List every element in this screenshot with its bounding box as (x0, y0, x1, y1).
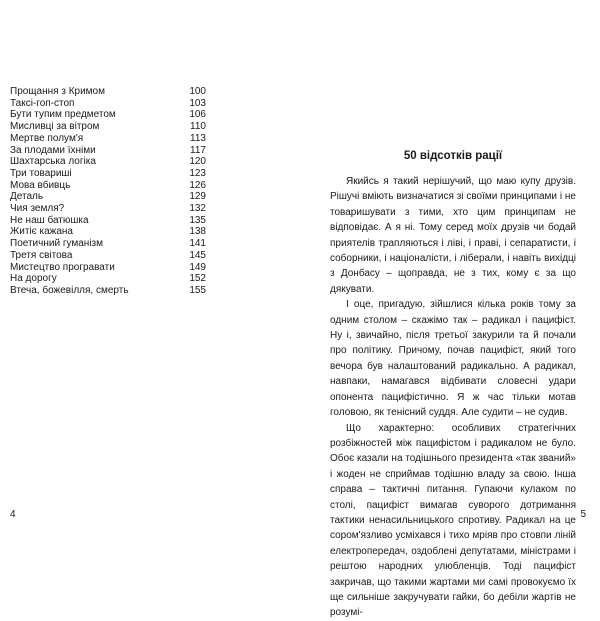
toc-entry-title: Бути тупим предметом (10, 109, 116, 121)
toc-entry (10, 262, 206, 274)
toc-entry-page: 135 (189, 214, 206, 226)
toc-entry-page: 149 (189, 261, 206, 273)
page-number-right: 5 (580, 509, 586, 520)
right-page (300, 0, 600, 619)
toc-entry-title: Мова вбивць (10, 179, 71, 191)
toc-entry (10, 109, 206, 121)
toc-entry-title: Мисливці за вітром (10, 121, 100, 133)
table-of-contents (10, 86, 206, 297)
toc-entry (10, 86, 206, 98)
toc-entry-page: 126 (189, 179, 206, 191)
toc-entry-page: 110 (190, 121, 206, 133)
toc-entry-page: 141 (189, 238, 206, 250)
toc-entry-page: 138 (189, 226, 206, 238)
toc-entry (10, 180, 206, 192)
toc-entry-page: 123 (189, 167, 206, 179)
toc-entry (10, 168, 206, 180)
toc-entry-page: 132 (189, 203, 206, 215)
page-number-left: 4 (10, 509, 16, 520)
toc-entry (10, 250, 206, 262)
toc-entry (10, 121, 206, 133)
toc-entry-title: Чия земля? (10, 203, 65, 215)
toc-entry-title: Три товариші (10, 167, 72, 179)
toc-entry (10, 98, 206, 110)
toc-entry-page: 100 (189, 86, 206, 97)
toc-entry-title: Не наш батюшка (10, 214, 89, 226)
paragraph: Що характерно: особливих стратегічних розбіжностей між пацифістом і радикалом не було. Обоє казали на тодішнього президента «так званий» і жоден не сприймав тодішню владу за свою. Інша справа – тактичні питання. Гупаючи кулаком по столі, пацифіст вимагав суворого дотримання тактики ненасильницького спротиву. Радикал на це сором'язливо усміхався і тихо мріяв про стовпи ліній електропередач, оздоблені депутатами, міністрами і рештою народних улюбленців. Тоді пацифіст закричав, що такими жартами ми самі провокуємо їх ще сильніше закручувати гайки, бо дебіли жартів не розумі- (330, 422, 576, 619)
toc-entry-title: Поетичний гуманізм (10, 238, 104, 250)
toc-entry-title: Третя світова (10, 249, 73, 261)
toc-entry-page: 120 (189, 156, 206, 168)
body-text (330, 174, 576, 621)
toc-entry (10, 191, 206, 203)
toc-entry-title: Прощання з Кримом (10, 86, 105, 97)
toc-entry (10, 156, 206, 168)
toc-entry (10, 133, 206, 145)
toc-entry-title: Втеча, божевілля, смерть (10, 284, 129, 296)
toc-entry-page: 117 (190, 144, 206, 156)
toc-entry-page: 113 (190, 132, 206, 144)
toc-entry-title: Деталь (10, 191, 44, 203)
chapter-title: 50 відсотків рації (403, 150, 503, 162)
toc-entry (10, 226, 206, 238)
toc-entry (10, 145, 206, 157)
toc-entry-page: 129 (189, 191, 206, 203)
toc-entry-page: 155 (189, 284, 206, 296)
toc-entry (10, 215, 206, 227)
toc-entry-title: На дорогу (10, 273, 57, 285)
toc-entry-page: 145 (189, 249, 206, 261)
toc-entry-title: Житіє кажана (10, 226, 73, 238)
paragraph: І оце, пригадую, зійшлися кілька років тому за одним столом – скажімо так – радикал і пацифіст. Ну і, звичайно, після третьої закурили та й почали про політику. Причому, почав пацифіст, який того вечора був налаштований радикально. А радикал, навпаки, намагався відбивати словесні удари опонента пацифістично. Я ж час тільки мотав головою, як тенісний суддя. Але судити – не судив. (330, 299, 576, 419)
left-page (0, 0, 300, 600)
toc-entry-page: 103 (189, 97, 206, 109)
toc-entry-title: Мертве полум'я (10, 132, 84, 144)
paragraph: Якийсь я такий нерішучий, що маю купу друзів. Рішучі вміють визначатися зі своїми принципами і не товаришувати з тими, хто цим принципам не відповідає. А я ні. Тому серед моїх друзів чи бодай приятелів трапляються і ліві, і праві, і сепаратисти, і соборники, і націоналісти, і ліберали, і навіть вихідці з Донбасу – щоправда, не з тих, кому є за що дякувати. (330, 176, 576, 295)
toc-entry-title: Таксі-гоп-стоп (10, 97, 75, 109)
toc-entry (10, 273, 206, 285)
toc-entry (10, 285, 206, 297)
toc-entry-title: Шахтарська логіка (10, 156, 96, 168)
toc-entry-page: 106 (189, 109, 206, 121)
toc-entry (10, 203, 206, 215)
toc-entry-title: Мистецтво програвати (10, 261, 115, 273)
toc-entry-title: За плодами їхніми (10, 144, 96, 156)
toc-entry-page: 152 (189, 273, 206, 285)
toc-entry (10, 238, 206, 250)
